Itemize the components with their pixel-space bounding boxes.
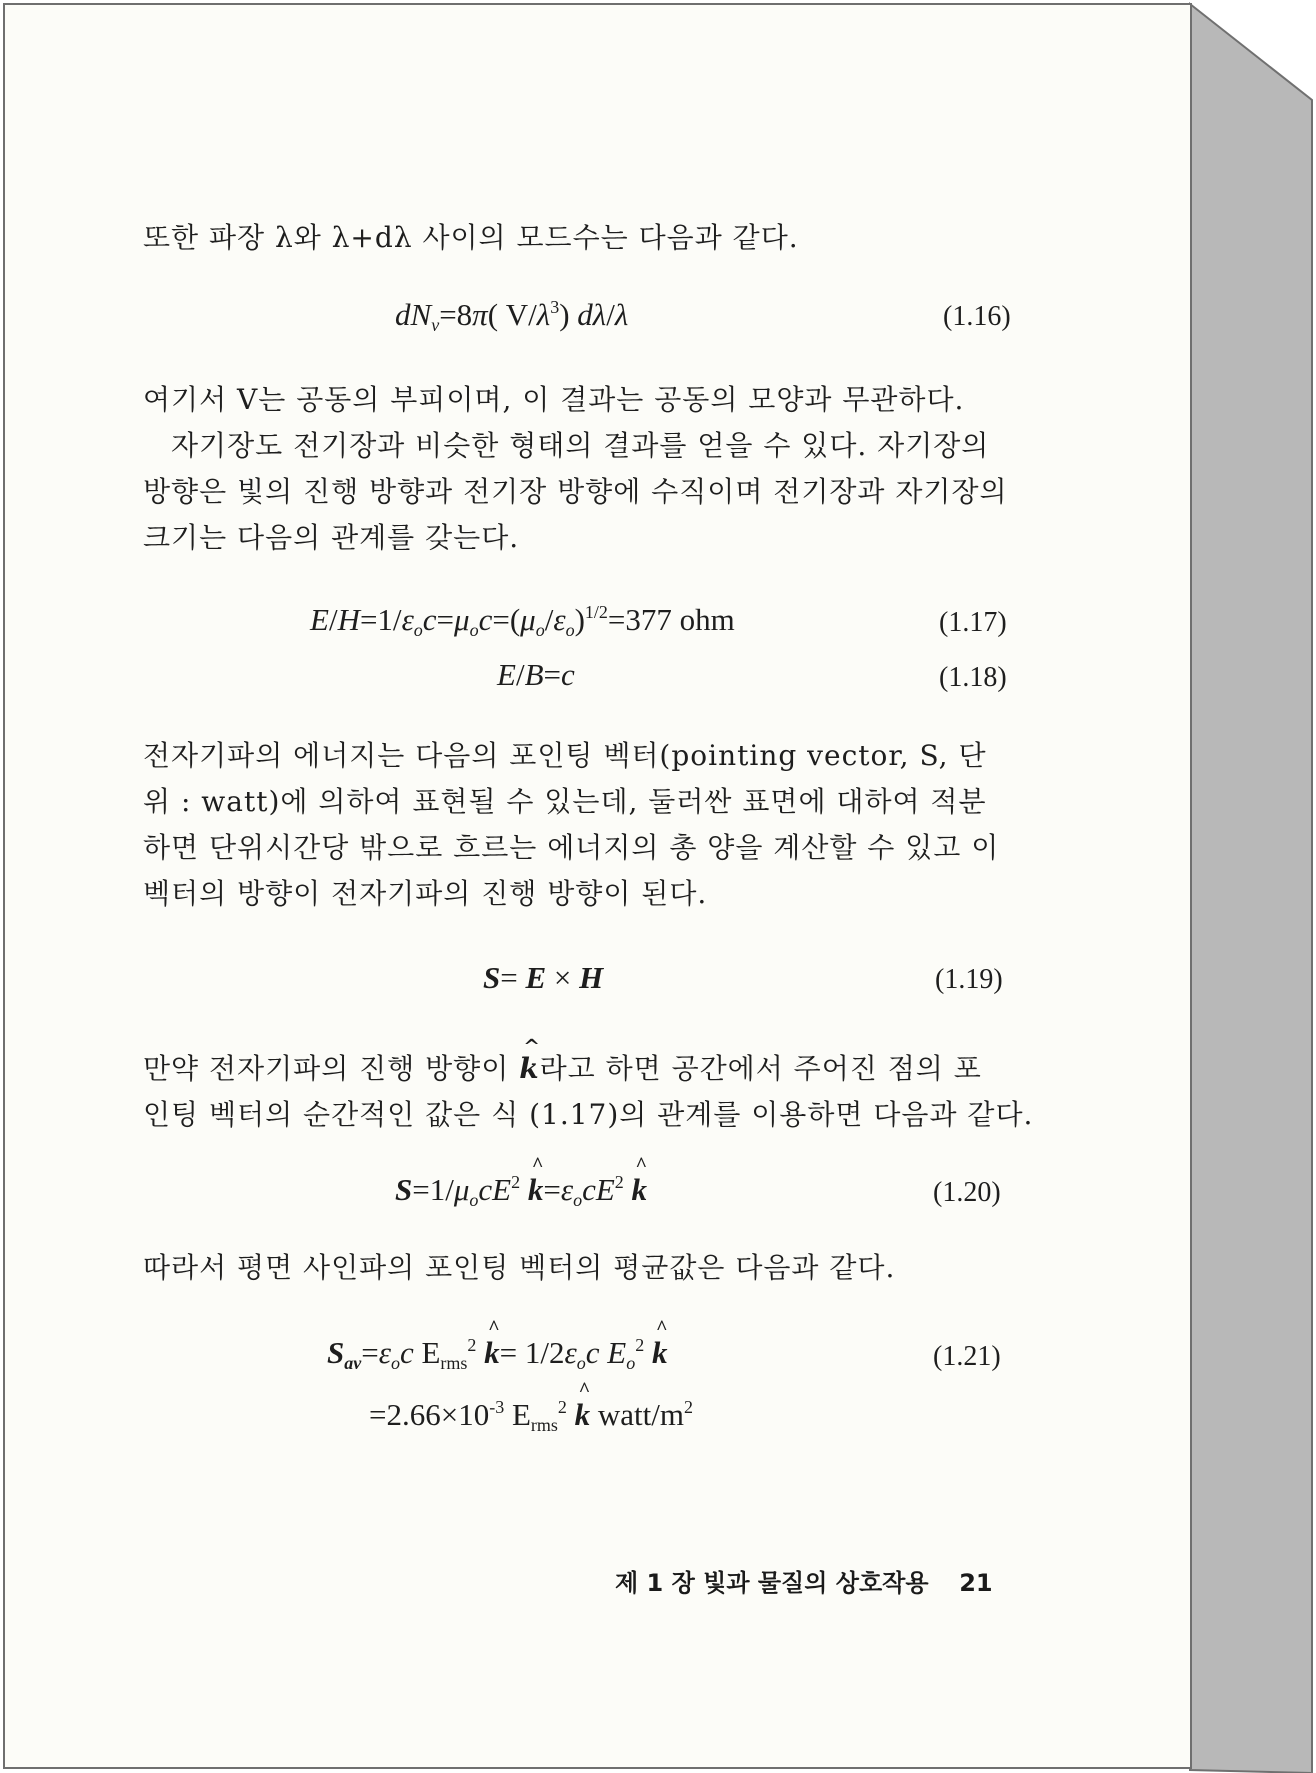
page-footer [615, 1563, 993, 1598]
paragraph-volume: 여기서 V는 공동의 부피이며, 이 결과는 공동의 모양과 무관하다. [143, 383, 965, 416]
equation-1-18: E/B=c [497, 657, 575, 692]
paragraph-propagation-part2: 라고 하면 공간에서 주어진 점의 포 [539, 1052, 982, 1085]
equation-1-21-line2: $=2.66\times 10^{-3}$ $E_{rms}^2$ ^ k watt/$m^2$ [369, 1397, 693, 1436]
equation-number-1-19: (1.19) [935, 964, 1003, 995]
paragraph-poynting: 전자기파의 에너지는 다음의 포인팅 벡터(pointing vector, S, 단위 : watt)에 의하여 표현될 수 있는데, 둘러싼 표면에 대하여 적분하면 단위시간당 밖으로 흐르는 에너지의 총 양을 계산할 수 있고 이 벡터의 방향이 전자기파의 진행 방향이 된다. [143, 739, 1000, 910]
paragraph-propagation-part1: 만약 전자기파의 진행 방향이 [143, 1052, 510, 1085]
equation-number-1-20: (1.20) [933, 1177, 1001, 1208]
book-page [3, 3, 1192, 1769]
unit-vector-k: ^ k [519, 1052, 539, 1085]
equation-number-1-17: (1.17) [939, 607, 1007, 638]
equation-1-16: $dN_\nu=8\pi$( $V/\lambda^3$) dλ/λ [395, 297, 629, 335]
equation-1-21-exponent: -3 [489, 1397, 505, 1417]
equation-number-1-16: (1.16) [943, 301, 1011, 332]
equation-number-1-18: (1.18) [939, 662, 1007, 693]
paragraph-average: 따라서 평면 사인파의 포인팅 벡터의 평균값은 다음과 같다. [143, 1251, 896, 1284]
equation-number-1-21: (1.21) [933, 1341, 1001, 1372]
equation-1-21-unit: watt/m [597, 1397, 685, 1432]
equation-1-20: $S=1/\mu_ocE^2$ ^ $k=\varepsilon_ocE^2$ ^ k [395, 1172, 647, 1211]
paragraph-modes: 또한 파장 λ와 λ+dλ 사이의 모드수는 다음과 같다. [143, 221, 799, 254]
paragraph-propagation-line2: 인팅 벡터의 순간적인 값은 식 (1.17)의 관계를 이용하면 다음과 같다. [143, 1098, 1034, 1131]
page-number: 21 [959, 1569, 993, 1597]
equation-1-17-value: =377 ohm [607, 602, 735, 637]
chapter-title: 제 1 장 빛과 물질의 상호작용 [615, 1569, 929, 1597]
equation-1-19: S= E × H [483, 960, 604, 995]
paragraph-propagation-line1 [143, 1047, 982, 1087]
equation-1-21: $S_{av}=\varepsilon_oc$ $E_{rms}^2$ ^ $k= 1/2\varepsilon_oc$ $E_o^2$ ^ k [327, 1335, 667, 1374]
equation-1-17: $E/H=1/\varepsilon_oc=\mu_oc=(\mu_o/\varepsilon_o)^{1/2}=377$ ohm [310, 602, 735, 640]
paragraph-magnetic-field: 자기장도 전기장과 비슷한 형태의 결과를 얻을 수 있다. 자기장의 방향은 빛의 진행 방향과 전기장 방향에 수직이며 전기장과 자기장의 크기는 다음의 관계를 갖는다. [143, 429, 1008, 554]
equation-1-21-coefficient: =2.66×10 [369, 1397, 490, 1432]
